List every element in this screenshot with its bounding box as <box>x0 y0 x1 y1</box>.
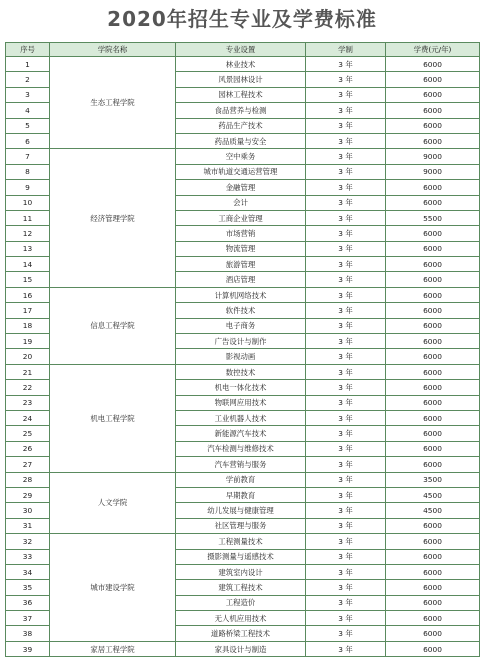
fee-cell: 6000 <box>386 518 480 533</box>
fee-cell: 6000 <box>386 349 480 364</box>
duration-cell: 3 年 <box>306 472 386 487</box>
row-seq-cell: 25 <box>6 426 50 441</box>
major-cell: 食品营养与检测 <box>176 103 306 118</box>
row-seq-cell: 31 <box>6 518 50 533</box>
row-seq-cell: 9 <box>6 180 50 195</box>
row-seq-cell: 34 <box>6 564 50 579</box>
major-cell: 汽车检测与维修技术 <box>176 441 306 456</box>
fee-cell: 6000 <box>386 364 480 379</box>
fee-cell: 6000 <box>386 626 480 641</box>
major-cell: 数控技术 <box>176 364 306 379</box>
duration-cell: 3 年 <box>306 303 386 318</box>
major-cell: 物流管理 <box>176 241 306 256</box>
table-row <box>6 641 480 656</box>
table-row <box>6 534 480 549</box>
duration-cell: 3 年 <box>306 487 386 502</box>
major-cell: 影视动画 <box>176 349 306 364</box>
row-seq-cell: 30 <box>6 503 50 518</box>
fee-cell: 6000 <box>386 318 480 333</box>
fee-cell: 6000 <box>386 87 480 102</box>
tuition-table <box>5 42 480 657</box>
duration-cell: 3 年 <box>306 103 386 118</box>
duration-cell: 3 年 <box>306 87 386 102</box>
table-row <box>6 149 480 164</box>
major-cell: 家具设计与制造 <box>176 641 306 656</box>
row-seq-cell: 7 <box>6 149 50 164</box>
college-name-cell: 机电工程学院 <box>50 364 176 472</box>
major-cell: 幼儿发展与健康管理 <box>176 503 306 518</box>
major-cell: 广告设计与制作 <box>176 334 306 349</box>
fee-cell: 6000 <box>386 257 480 272</box>
row-seq-cell: 26 <box>6 441 50 456</box>
major-cell: 无人机应用技术 <box>176 611 306 626</box>
major-cell: 旅游管理 <box>176 257 306 272</box>
major-cell: 药品质量与安全 <box>176 133 306 148</box>
row-seq-cell: 11 <box>6 210 50 225</box>
row-seq-cell: 38 <box>6 626 50 641</box>
table-row <box>6 57 480 72</box>
fee-cell: 6000 <box>386 72 480 87</box>
fee-cell: 5500 <box>386 210 480 225</box>
fee-cell: 6000 <box>386 287 480 302</box>
row-seq-cell: 22 <box>6 380 50 395</box>
fee-cell: 6000 <box>386 410 480 425</box>
major-cell: 园林工程技术 <box>176 87 306 102</box>
table-row <box>6 287 480 302</box>
duration-cell: 3 年 <box>306 241 386 256</box>
duration-cell: 3 年 <box>306 72 386 87</box>
duration-cell: 3 年 <box>306 257 386 272</box>
row-seq-cell: 28 <box>6 472 50 487</box>
duration-cell: 3 年 <box>306 272 386 287</box>
row-seq-cell: 16 <box>6 287 50 302</box>
duration-cell: 3 年 <box>306 180 386 195</box>
fee-cell: 6000 <box>386 272 480 287</box>
major-cell: 早期教育 <box>176 487 306 502</box>
fee-cell: 6000 <box>386 534 480 549</box>
duration-cell: 3 年 <box>306 426 386 441</box>
major-cell: 新能源汽车技术 <box>176 426 306 441</box>
fee-cell: 6000 <box>386 564 480 579</box>
header-seq: 序号 <box>6 43 50 57</box>
row-seq-cell: 17 <box>6 303 50 318</box>
fee-cell: 6000 <box>386 226 480 241</box>
duration-cell: 3 年 <box>306 287 386 302</box>
fee-cell: 6000 <box>386 457 480 472</box>
row-seq-cell: 27 <box>6 457 50 472</box>
row-seq-cell: 21 <box>6 364 50 379</box>
duration-cell: 3 年 <box>306 149 386 164</box>
duration-cell: 3 年 <box>306 364 386 379</box>
page-title: 2020年招生专业及学费标准 <box>107 7 377 31</box>
fee-cell: 9000 <box>386 149 480 164</box>
table-row <box>6 364 480 379</box>
major-cell: 药品生产技术 <box>176 118 306 133</box>
row-seq-cell: 12 <box>6 226 50 241</box>
fee-cell: 6000 <box>386 334 480 349</box>
major-cell: 建筑室内设计 <box>176 564 306 579</box>
duration-cell: 3 年 <box>306 595 386 610</box>
major-cell: 风景园林设计 <box>176 72 306 87</box>
major-cell: 机电一体化技术 <box>176 380 306 395</box>
major-cell: 工商企业管理 <box>176 210 306 225</box>
fee-cell: 4500 <box>386 503 480 518</box>
duration-cell: 3 年 <box>306 349 386 364</box>
row-seq-cell: 13 <box>6 241 50 256</box>
major-cell: 林业技术 <box>176 57 306 72</box>
fee-cell: 6000 <box>386 580 480 595</box>
row-seq-cell: 2 <box>6 72 50 87</box>
duration-cell: 3 年 <box>306 57 386 72</box>
row-seq-cell: 24 <box>6 410 50 425</box>
fee-cell: 4500 <box>386 487 480 502</box>
major-cell: 汽车营销与服务 <box>176 457 306 472</box>
major-cell: 金融管理 <box>176 180 306 195</box>
fee-cell: 6000 <box>386 133 480 148</box>
duration-cell: 3 年 <box>306 580 386 595</box>
row-seq-cell: 36 <box>6 595 50 610</box>
college-name-cell: 家居工程学院 <box>50 641 176 656</box>
row-seq-cell: 10 <box>6 195 50 210</box>
duration-cell: 3 年 <box>306 210 386 225</box>
duration-cell: 3 年 <box>306 564 386 579</box>
duration-cell: 3 年 <box>306 534 386 549</box>
row-seq-cell: 20 <box>6 349 50 364</box>
major-cell: 计算机网络技术 <box>176 287 306 302</box>
row-seq-cell: 37 <box>6 611 50 626</box>
table-row <box>6 472 480 487</box>
header-college: 学院名称 <box>50 43 176 57</box>
duration-cell: 3 年 <box>306 626 386 641</box>
table-body <box>6 57 480 657</box>
fee-cell: 6000 <box>386 641 480 656</box>
major-cell: 工程造价 <box>176 595 306 610</box>
duration-cell: 3 年 <box>306 518 386 533</box>
major-cell: 工程测量技术 <box>176 534 306 549</box>
major-cell: 软件技术 <box>176 303 306 318</box>
duration-cell: 3 年 <box>306 133 386 148</box>
fee-cell: 6000 <box>386 103 480 118</box>
row-seq-cell: 18 <box>6 318 50 333</box>
college-name-cell: 人文学院 <box>50 472 176 534</box>
row-seq-cell: 4 <box>6 103 50 118</box>
duration-cell: 3 年 <box>306 410 386 425</box>
duration-cell: 3 年 <box>306 549 386 564</box>
duration-cell: 3 年 <box>306 457 386 472</box>
row-seq-cell: 6 <box>6 133 50 148</box>
major-cell: 工业机器人技术 <box>176 410 306 425</box>
major-cell: 物联网应用技术 <box>176 395 306 410</box>
header-duration: 学制 <box>306 43 386 57</box>
major-cell: 市场营销 <box>176 226 306 241</box>
major-cell: 道路桥梁工程技术 <box>176 626 306 641</box>
row-seq-cell: 32 <box>6 534 50 549</box>
major-cell: 会计 <box>176 195 306 210</box>
fee-cell: 3500 <box>386 472 480 487</box>
duration-cell: 3 年 <box>306 164 386 179</box>
fee-cell: 6000 <box>386 426 480 441</box>
major-cell: 空中乘务 <box>176 149 306 164</box>
fee-cell: 6000 <box>386 441 480 456</box>
college-name-cell: 信息工程学院 <box>50 287 176 364</box>
fee-cell: 6000 <box>386 380 480 395</box>
row-seq-cell: 1 <box>6 57 50 72</box>
duration-cell: 3 年 <box>306 318 386 333</box>
duration-cell: 3 年 <box>306 503 386 518</box>
fee-cell: 6000 <box>386 180 480 195</box>
duration-cell: 3 年 <box>306 441 386 456</box>
fee-cell: 6000 <box>386 595 480 610</box>
row-seq-cell: 39 <box>6 641 50 656</box>
duration-cell: 3 年 <box>306 395 386 410</box>
fee-cell: 9000 <box>386 164 480 179</box>
fee-cell: 6000 <box>386 241 480 256</box>
college-name-cell: 城市建设学院 <box>50 534 176 642</box>
row-seq-cell: 23 <box>6 395 50 410</box>
major-cell: 电子商务 <box>176 318 306 333</box>
row-seq-cell: 35 <box>6 580 50 595</box>
major-cell: 学前教育 <box>176 472 306 487</box>
major-cell: 摄影测量与遥感技术 <box>176 549 306 564</box>
duration-cell: 3 年 <box>306 118 386 133</box>
fee-cell: 6000 <box>386 611 480 626</box>
row-seq-cell: 15 <box>6 272 50 287</box>
fee-cell: 6000 <box>386 395 480 410</box>
fee-cell: 6000 <box>386 195 480 210</box>
fee-cell: 6000 <box>386 549 480 564</box>
major-cell: 城市轨道交通运营管理 <box>176 164 306 179</box>
row-seq-cell: 5 <box>6 118 50 133</box>
row-seq-cell: 33 <box>6 549 50 564</box>
duration-cell: 3 年 <box>306 195 386 210</box>
table-header-row <box>6 43 480 57</box>
row-seq-cell: 3 <box>6 87 50 102</box>
duration-cell: 3 年 <box>306 380 386 395</box>
major-cell: 酒店管理 <box>176 272 306 287</box>
row-seq-cell: 19 <box>6 334 50 349</box>
duration-cell: 3 年 <box>306 611 386 626</box>
fee-cell: 6000 <box>386 303 480 318</box>
fee-cell: 6000 <box>386 118 480 133</box>
duration-cell: 3 年 <box>306 226 386 241</box>
college-name-cell: 生态工程学院 <box>50 57 176 149</box>
fee-cell: 6000 <box>386 57 480 72</box>
college-name-cell: 经济管理学院 <box>50 149 176 288</box>
duration-cell: 3 年 <box>306 641 386 656</box>
row-seq-cell: 14 <box>6 257 50 272</box>
header-fee: 学费(元/年) <box>386 43 480 57</box>
major-cell: 建筑工程技术 <box>176 580 306 595</box>
header-major: 专业设置 <box>176 43 306 57</box>
row-seq-cell: 8 <box>6 164 50 179</box>
major-cell: 社区管理与服务 <box>176 518 306 533</box>
duration-cell: 3 年 <box>306 334 386 349</box>
row-seq-cell: 29 <box>6 487 50 502</box>
